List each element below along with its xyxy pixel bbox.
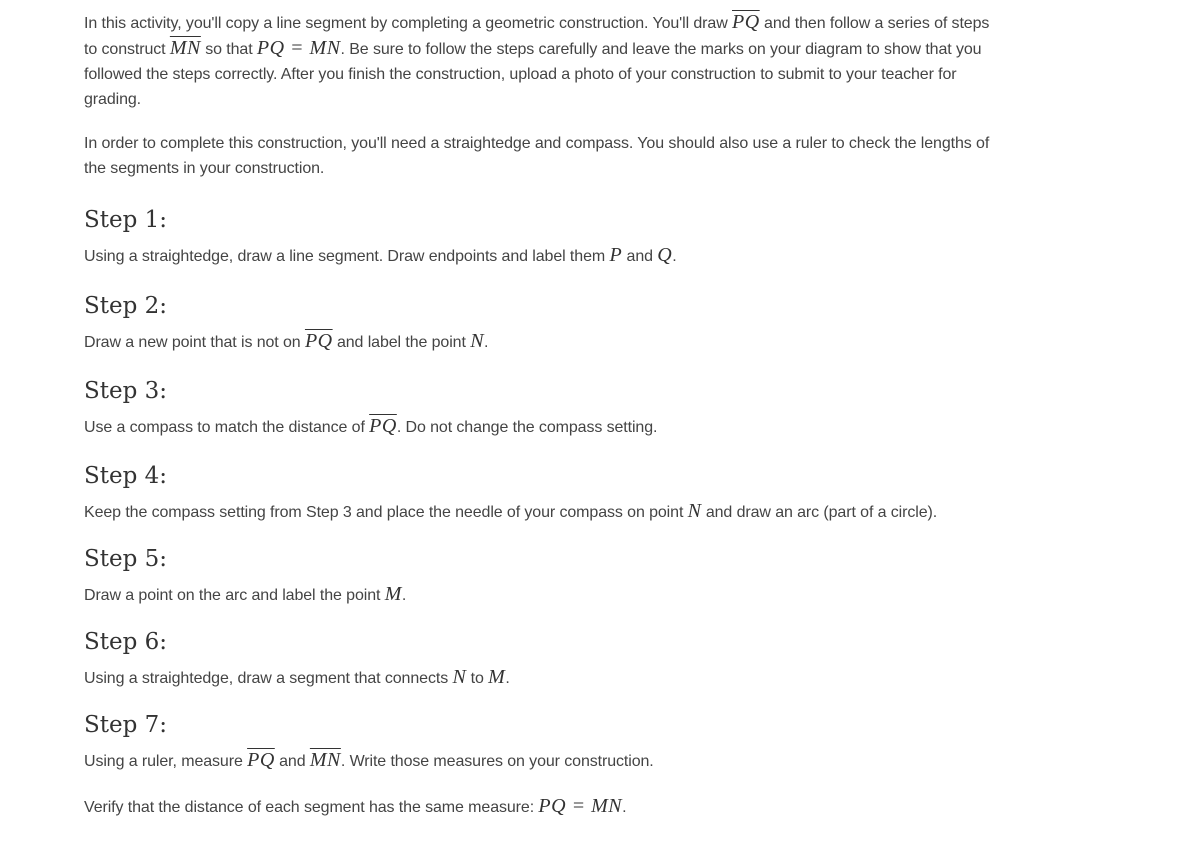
text-run: . Be sure to follow the steps carefully and leave the marks on your diagram to show that you followed the steps correctly. After you finish the construction, upload a photo of your construction to submit to your teacher for grading. xyxy=(84,41,982,108)
step-instruction xyxy=(84,243,1004,269)
segment-notation: $\overline{PQ}$ xyxy=(304,330,333,352)
activity-content xyxy=(84,8,1004,820)
text-run: . Write those measures on your construction. xyxy=(340,753,654,770)
text-run: so that xyxy=(200,41,257,58)
text-run: . Do not change the compass setting. xyxy=(396,419,658,436)
text-run: and draw an arc (part of a circle). xyxy=(701,504,938,521)
step-7 xyxy=(84,710,1004,774)
math-expression: N xyxy=(470,330,485,352)
text-run: and xyxy=(274,753,310,770)
step-instruction xyxy=(84,582,1004,608)
text-run: Draw a new point that is not on xyxy=(84,334,305,351)
step-instruction xyxy=(84,329,1004,355)
step-4 xyxy=(84,461,1004,525)
text-run: Using a straightedge, draw a line segment. Draw endpoints and label them xyxy=(84,248,610,265)
step-instruction xyxy=(84,665,1004,691)
math-expression: PQ = MN xyxy=(256,37,341,59)
text-run: In this activity, you'll copy a line segment by completing a geometric construction. You'll draw xyxy=(84,15,732,32)
text-run: . xyxy=(505,670,510,687)
step-heading: Step 1: xyxy=(84,207,168,233)
text-run: and label the point xyxy=(332,334,471,351)
text-run: Verify that the distance of each segment has the same measure: xyxy=(84,799,539,816)
math-expression: P xyxy=(609,244,623,266)
step-heading: Step 2: xyxy=(84,293,168,319)
math-expression: N xyxy=(687,500,702,522)
intro-paragraph-1 xyxy=(84,10,1004,112)
segment-notation: $\overline{MN}$ xyxy=(309,749,341,771)
step-heading: Step 7: xyxy=(84,712,168,738)
text-run: Draw a point on the arc and label the point xyxy=(84,587,385,604)
verify-paragraph xyxy=(84,794,1004,820)
segment-notation: $\overline{PQ}$ xyxy=(732,11,760,33)
math-expression: M xyxy=(384,583,402,605)
step-heading: Step 3: xyxy=(84,378,168,404)
step-instruction xyxy=(84,748,1004,774)
segment-notation: $\overline{PQ}$ xyxy=(369,415,397,437)
step-3 xyxy=(84,376,1004,440)
step-1 xyxy=(84,205,1004,269)
step-instruction xyxy=(84,499,1004,525)
text-run: . xyxy=(484,334,489,351)
text-run: Using a straightedge, draw a segment that connects xyxy=(84,670,453,687)
text-run: Using a ruler, measure xyxy=(84,753,248,770)
text-run: Keep the compass setting from Step 3 and place the needle of your compass on point xyxy=(84,504,688,521)
text-run: Use a compass to match the distance of xyxy=(84,419,370,436)
text-run: and xyxy=(622,248,658,265)
step-instruction xyxy=(84,414,1004,440)
text-run: In order to complete this construction, you'll need a straightedge and compass. You should also use a ruler to check the lengths of the segments in your construction. xyxy=(84,135,990,177)
math-expression: Q xyxy=(657,244,673,266)
text-run: to xyxy=(466,670,489,687)
intro-paragraph-2 xyxy=(84,131,1004,181)
step-heading: Step 4: xyxy=(84,463,168,489)
text-run: . xyxy=(672,248,677,265)
segment-notation: $\overline{PQ}$ xyxy=(247,749,275,771)
math-expression: PQ = MN xyxy=(538,795,623,817)
step-2 xyxy=(84,291,1004,355)
step-heading: Step 5: xyxy=(84,546,168,572)
step-5 xyxy=(84,544,1004,608)
text-run: and then follow a series of steps to construct xyxy=(84,15,990,58)
math-expression: N xyxy=(452,666,467,688)
math-expression: M xyxy=(488,666,506,688)
step-heading: Step 6: xyxy=(84,629,168,655)
text-run: . xyxy=(622,799,627,816)
segment-notation: $\overline{MN}$ xyxy=(169,37,201,59)
step-6 xyxy=(84,627,1004,691)
text-run: . xyxy=(401,587,407,604)
